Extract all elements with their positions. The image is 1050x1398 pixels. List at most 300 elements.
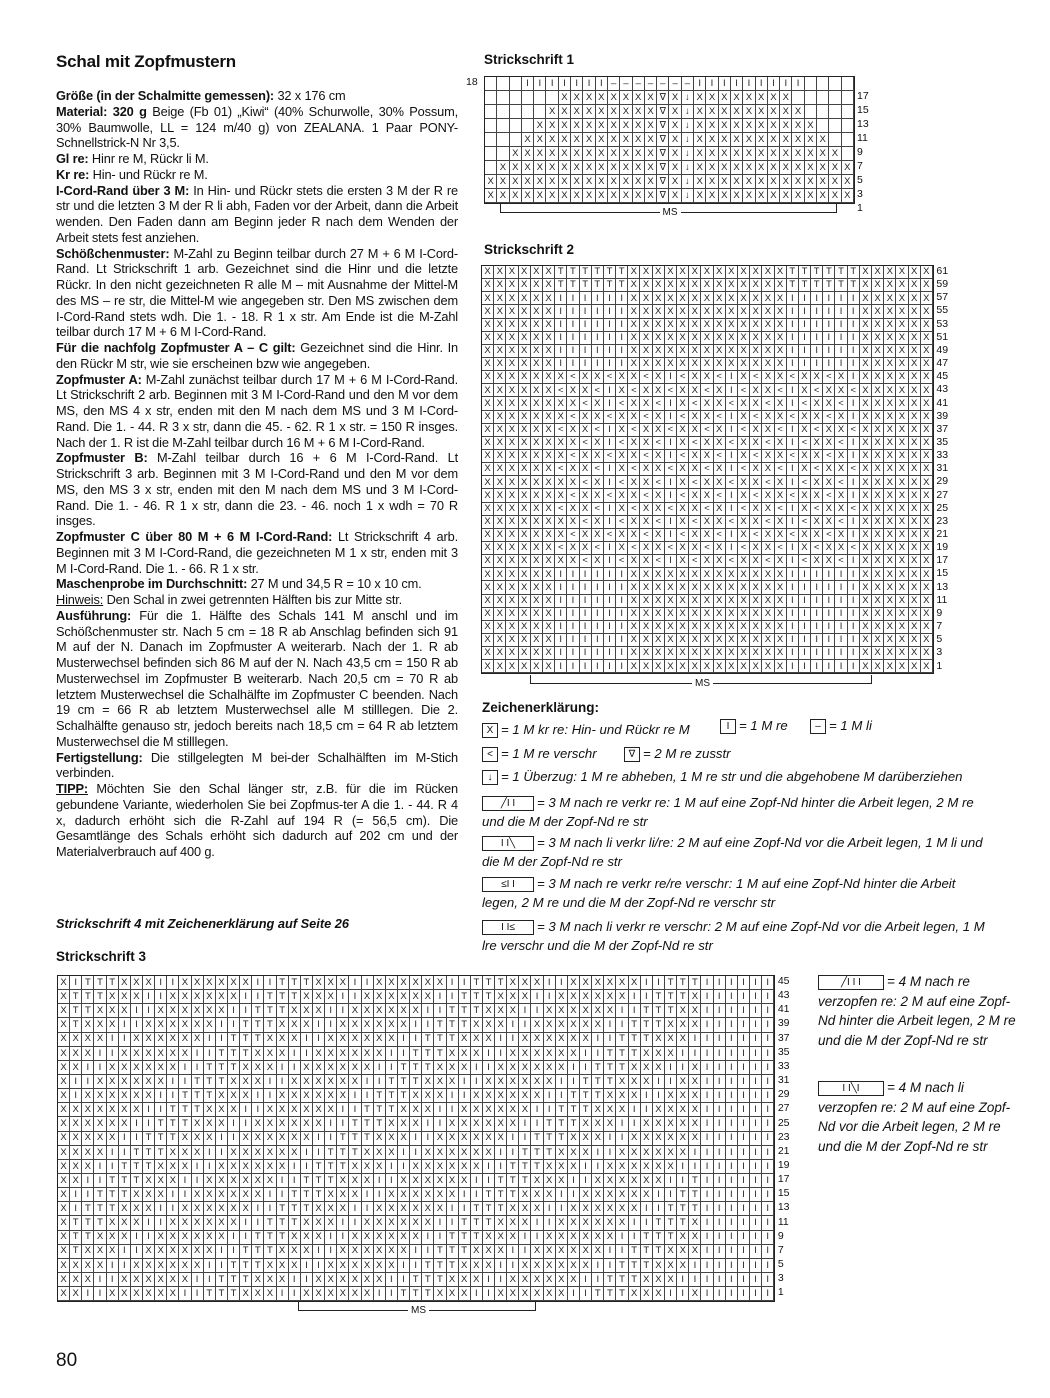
chart-cell: X — [497, 161, 509, 175]
chart-cell: X — [571, 119, 583, 133]
chart-cell: I — [665, 1061, 677, 1075]
chart-cell: I — [580, 1174, 592, 1188]
chart-cell: X — [909, 476, 921, 489]
chart-cell: X — [131, 1216, 143, 1230]
chart-cell: I — [701, 1216, 713, 1230]
chart-cell: X — [653, 1047, 665, 1061]
chart-cell: X — [531, 1174, 543, 1188]
chart-cell: X — [689, 463, 701, 476]
chart-cell: X — [872, 371, 884, 384]
chart-cell: I — [567, 660, 579, 673]
chart-cell: X — [471, 1146, 483, 1160]
chart-cell: I — [362, 1089, 374, 1103]
chart-cell: T — [240, 1047, 252, 1061]
chart-cell: X — [313, 1089, 325, 1103]
chart-cell: I — [519, 1231, 531, 1245]
chart-cell: I — [289, 1287, 301, 1301]
chart-cell: < — [750, 489, 762, 502]
chart-cell: X — [775, 332, 787, 345]
chart-cell: X — [689, 305, 701, 318]
chart-cell: X — [131, 1188, 143, 1202]
chart-cell: T — [495, 1174, 507, 1188]
legend-item — [482, 720, 690, 739]
chart-cell: X — [653, 542, 665, 555]
chart-cell: X — [531, 292, 543, 305]
chart-cell: X — [506, 542, 518, 555]
legend-text: = 1 M li — [829, 718, 872, 733]
chart-cell: I — [70, 1202, 82, 1216]
chart-cell: X — [447, 1047, 459, 1061]
chart-cell: I — [131, 1231, 143, 1245]
chart-cell: X — [909, 450, 921, 463]
chart-cell: T — [519, 1146, 531, 1160]
chart-cell: X — [556, 1273, 568, 1287]
chart-cell: I — [567, 292, 579, 305]
chart-cell: I — [507, 1146, 519, 1160]
chart-cell: X — [817, 175, 829, 189]
row-number: 17 — [777, 1173, 790, 1186]
chart-cell: I — [410, 1146, 422, 1160]
chart-cell: T — [398, 1089, 410, 1103]
row-number: 7 — [936, 620, 943, 633]
chart-cell: X — [556, 1047, 568, 1061]
chart-cell: I — [167, 976, 179, 990]
chart-cell: X — [860, 516, 872, 529]
chart-cell: X — [665, 1146, 677, 1160]
chart-cell: I — [714, 1018, 726, 1032]
chart-cell: T — [434, 1033, 446, 1047]
chart-cell: X — [592, 1188, 604, 1202]
chart-cell: I — [738, 1202, 750, 1216]
chart-cell: I — [325, 1004, 337, 1018]
chart-cell: X — [482, 489, 494, 502]
chart-cell: I — [398, 1273, 410, 1287]
chart-cell: X — [482, 384, 494, 397]
row-number: 9 — [777, 1229, 784, 1242]
chart-cell: X — [155, 1033, 167, 1047]
chart-cell: X — [592, 411, 604, 424]
chart-cell: X — [277, 1245, 289, 1259]
chart-cell: X — [604, 1004, 616, 1018]
chart-cell — [842, 91, 854, 105]
chart-cell: X — [179, 1202, 191, 1216]
chart-cell: T — [689, 1202, 701, 1216]
chart-cell: I — [811, 358, 823, 371]
chart-cell: T — [434, 1245, 446, 1259]
chart-cell: X — [640, 476, 652, 489]
chart-cell: X — [677, 345, 689, 358]
chart-cell: I — [398, 1160, 410, 1174]
chart-cell: I — [835, 292, 847, 305]
chart-cell: X — [756, 133, 768, 147]
chart-cell: I — [459, 976, 471, 990]
chart-cell: I — [82, 1287, 94, 1301]
row-number: 11 — [936, 593, 948, 606]
chart-cell: X — [434, 1061, 446, 1075]
chart-cell: X — [872, 463, 884, 476]
chart-cell: I — [726, 542, 738, 555]
chart-cell: I — [604, 319, 616, 332]
chart-cell: X — [482, 437, 494, 450]
chart-cell: I — [616, 358, 628, 371]
chart-cell: X — [482, 647, 494, 660]
chart-cell: X — [556, 1287, 568, 1301]
chart-cell: X — [580, 1216, 592, 1230]
chart-cell: T — [131, 1160, 143, 1174]
chart-cell: X — [860, 332, 872, 345]
chart-cell: X — [701, 437, 713, 450]
chart-cell: X — [860, 647, 872, 660]
chart-cell: T — [410, 1273, 422, 1287]
chart-cell: X — [629, 1075, 641, 1089]
row-number: 43 — [777, 989, 790, 1002]
chart-cell: X — [835, 450, 847, 463]
chart-cell: X — [792, 105, 804, 119]
chart-cell: X — [714, 568, 726, 581]
chart-cell: X — [519, 1103, 531, 1117]
chart-cell: X — [726, 292, 738, 305]
chart-cell: I — [762, 990, 774, 1004]
chart-cell: X — [519, 384, 531, 397]
chart-cell: X — [519, 463, 531, 476]
chart-cell: X — [459, 1103, 471, 1117]
chart-cell: I — [616, 305, 628, 318]
chart-cell: X — [374, 1004, 386, 1018]
chart-cell: X — [506, 634, 518, 647]
chart-cell: T — [567, 279, 579, 292]
chart-cell: X — [506, 529, 518, 542]
chart-cell: I — [592, 332, 604, 345]
chart-cell: X — [325, 1033, 337, 1047]
chart-cell: I — [604, 1132, 616, 1146]
chart-cell: < — [616, 437, 628, 450]
chart-cell: X — [775, 660, 787, 673]
chart-cell: X — [811, 516, 823, 529]
chart-cell: X — [519, 358, 531, 371]
chart-cell: X — [531, 555, 543, 568]
chart-cell: X — [921, 384, 933, 397]
chart-cell: T — [592, 1089, 604, 1103]
chart-cell: I — [410, 1259, 422, 1273]
chart-cell: X — [82, 1033, 94, 1047]
chart-cell: I — [750, 1089, 762, 1103]
chart-cell: X — [240, 1089, 252, 1103]
chart-cell: < — [592, 463, 604, 476]
chart-cell: X — [155, 1287, 167, 1301]
chart-cell: X — [719, 119, 731, 133]
chart-cell: X — [531, 1188, 543, 1202]
chart-cell: X — [107, 1245, 119, 1259]
chart-cell: T — [641, 1231, 653, 1245]
row-number: 33 — [936, 449, 949, 462]
chart-cell: X — [884, 568, 896, 581]
chart-cell: X — [349, 1160, 361, 1174]
chart-cell: X — [519, 397, 531, 410]
chart-cell: T — [155, 1146, 167, 1160]
chart-cell: X — [580, 424, 592, 437]
chart-cell: T — [483, 1216, 495, 1230]
chart-cell: X — [410, 1188, 422, 1202]
chart-cell: X — [143, 1202, 155, 1216]
chart-cell: X — [620, 133, 632, 147]
chart-cell: I — [665, 450, 677, 463]
chart-cell: I — [641, 1216, 653, 1230]
chart-cell: X — [677, 516, 689, 529]
chart-cell: X — [555, 397, 567, 410]
chart-cell: X — [546, 105, 558, 119]
chart-cell: X — [792, 147, 804, 161]
chart-cell: X — [325, 976, 337, 990]
chart-cell: X — [921, 529, 933, 542]
chart-cell — [485, 105, 497, 119]
chart-cell: I — [738, 1132, 750, 1146]
chart-cell: X — [665, 568, 677, 581]
chart-cell: I — [459, 1202, 471, 1216]
chart-cell: T — [604, 1287, 616, 1301]
chart-cell: X — [559, 91, 571, 105]
chart-cell: X — [143, 1047, 155, 1061]
chart-cell: < — [775, 542, 787, 555]
chart-cell: X — [726, 608, 738, 621]
chart-cell: T — [70, 1018, 82, 1032]
chart-cell: X — [592, 371, 604, 384]
chart-cell: X — [192, 1202, 204, 1216]
chart-cell: X — [731, 91, 743, 105]
chart-cell: I — [726, 1089, 738, 1103]
chart-cell: T — [616, 1259, 628, 1273]
chart-cell: X — [264, 1146, 276, 1160]
chart-cell — [829, 133, 841, 147]
chart-cell: < — [567, 411, 579, 424]
chart-cell: I — [701, 1061, 713, 1075]
row-number: 43 — [936, 383, 949, 396]
chart-cell: I — [204, 1160, 216, 1174]
chart-cell: X — [204, 1202, 216, 1216]
chart-cell: X — [775, 489, 787, 502]
chart-cell: I — [653, 976, 665, 990]
chart-cell — [497, 77, 509, 91]
chart-cell: I — [362, 976, 374, 990]
chart-cell: X — [726, 634, 738, 647]
chart-cell: X — [519, 437, 531, 450]
chart-cell: X — [277, 1089, 289, 1103]
chart-cell: X — [519, 621, 531, 634]
chart-cell: X — [653, 358, 665, 371]
cable-legend-text: = 4 M nach li verzopfen re: 2 M auf eine Zopf-Nd vor die Arbeit legen, 2 M re und die M der Zopf-Nd re str — [818, 1080, 1011, 1154]
row-number: 39 — [936, 409, 949, 422]
chart-cell: X — [701, 608, 713, 621]
chart-cell: X — [884, 292, 896, 305]
chart-cell: I — [848, 568, 860, 581]
chart-cell: I — [750, 1216, 762, 1230]
chart-cell: I — [726, 1004, 738, 1018]
chart-cell: I — [768, 77, 780, 91]
chart-cell: X — [386, 1245, 398, 1259]
row-number: 33 — [777, 1059, 790, 1072]
chart-cell: X — [706, 175, 718, 189]
chart-cell: X — [495, 990, 507, 1004]
chart-cell: X — [510, 147, 522, 161]
chart-cell: I — [192, 1061, 204, 1075]
chart-cell: < — [835, 397, 847, 410]
chart-cell: X — [519, 1075, 531, 1089]
chart-cell: T — [447, 1259, 459, 1273]
chart-cell: X — [143, 1075, 155, 1089]
chart-cell: T — [374, 1117, 386, 1131]
chart-cell: T — [252, 1259, 264, 1273]
row-number: 23 — [936, 514, 949, 527]
legend-symbol-icon: – — [810, 719, 826, 734]
chart-cell: T — [240, 1245, 252, 1259]
chart-cell: I — [701, 1103, 713, 1117]
chart-cell: X — [337, 1018, 349, 1032]
chart-cell: X — [909, 384, 921, 397]
chart-cell: X — [756, 91, 768, 105]
chart-cell: X — [909, 542, 921, 555]
chart-cell: I — [762, 1146, 774, 1160]
chart-cell: X — [616, 424, 628, 437]
chart-cell: X — [653, 660, 665, 673]
chart-cell: X — [592, 529, 604, 542]
chart-cell: X — [301, 990, 313, 1004]
chart-cell: X — [58, 1146, 70, 1160]
chart-cell: X — [823, 384, 835, 397]
chart-cell: I — [556, 1202, 568, 1216]
chart-cell: T — [192, 1075, 204, 1089]
chart-cell: X — [543, 345, 555, 358]
chart-cell: X — [289, 1033, 301, 1047]
chart-cell: I — [719, 77, 731, 91]
chart-cell: X — [386, 1188, 398, 1202]
chart-cell: I — [240, 1004, 252, 1018]
chart-cell: T — [653, 1245, 665, 1259]
chart-cell: < — [799, 516, 811, 529]
chart-cell: T — [240, 1033, 252, 1047]
chart-cell: X — [519, 266, 531, 279]
chart-cell: X — [665, 1047, 677, 1061]
chart-cell: I — [107, 1146, 119, 1160]
chart-cell: X — [628, 581, 640, 594]
chart-cell: I — [787, 476, 799, 489]
chart-cell: X — [872, 424, 884, 437]
chart-cell: I — [447, 1202, 459, 1216]
chart-cell: X — [750, 608, 762, 621]
chart-cell: T — [277, 976, 289, 990]
chart-cell: I — [714, 990, 726, 1004]
chart-cell: I — [787, 332, 799, 345]
chart-cell: X — [669, 175, 681, 189]
chart-cell: T — [495, 1188, 507, 1202]
chart-cell: I — [762, 1160, 774, 1174]
chart-cell: X — [604, 1216, 616, 1230]
row-number: 41 — [777, 1003, 790, 1016]
chart-cell: T — [665, 1202, 677, 1216]
chart-cell: X — [909, 608, 921, 621]
chart-cell: X — [264, 1047, 276, 1061]
chart-cell: I — [714, 1103, 726, 1117]
chart-cell: X — [860, 581, 872, 594]
chart-cell: X — [519, 634, 531, 647]
chart-cell: I — [567, 568, 579, 581]
chart-cell: X — [628, 358, 640, 371]
chart-cell: X — [494, 319, 506, 332]
chart-cell: X — [497, 175, 509, 189]
chart-cell: I — [762, 1004, 774, 1018]
chart-cell: X — [701, 332, 713, 345]
chart-cell: X — [762, 581, 774, 594]
row-number: 5 — [857, 174, 863, 186]
chart-cell: I — [726, 1103, 738, 1117]
chart-cell: X — [860, 305, 872, 318]
chart-cell: X — [107, 1004, 119, 1018]
chart-cell: I — [264, 1075, 276, 1089]
chart-cell: I — [592, 1047, 604, 1061]
chart-cell: X — [921, 371, 933, 384]
chart-cell: T — [616, 1287, 628, 1301]
chart-cell: I — [592, 1146, 604, 1160]
chart-cell: ∇ — [657, 119, 669, 133]
chart-cell: X — [921, 305, 933, 318]
chart-cell: X — [738, 332, 750, 345]
chart-cell: X — [872, 647, 884, 660]
chart-cell: X — [567, 384, 579, 397]
chart-cell: X — [714, 266, 726, 279]
chart-cell: X — [640, 384, 652, 397]
chart-cell: X — [325, 990, 337, 1004]
chart-cell: X — [337, 1047, 349, 1061]
row-number: 17 — [936, 554, 949, 567]
legend-text: = 1 M kr re: Hin- und Rückr re M — [501, 722, 690, 737]
chart-cell: < — [799, 437, 811, 450]
chart-cell: X — [604, 1174, 616, 1188]
chart-cell: X — [546, 161, 558, 175]
chart-cell: T — [94, 976, 106, 990]
chart-cell: I — [848, 450, 860, 463]
chart-cell: X — [592, 1202, 604, 1216]
chart-cell: X — [555, 450, 567, 463]
chart-cell: X — [633, 175, 645, 189]
chart-cell: X — [640, 581, 652, 594]
chart-cell: X — [301, 1089, 313, 1103]
chart-cell: I — [750, 1018, 762, 1032]
chart-cell: T — [119, 1188, 131, 1202]
chart-cell: X — [94, 1004, 106, 1018]
chart-cell: X — [677, 1004, 689, 1018]
legend-item — [482, 793, 992, 831]
chart-cell: I — [701, 1075, 713, 1089]
chart-cell — [485, 147, 497, 161]
chart-cell: T — [143, 1146, 155, 1160]
chart-cell: X — [434, 1160, 446, 1174]
chart-cell: X — [559, 119, 571, 133]
chart-cell: < — [738, 503, 750, 516]
chart-cell: I — [694, 77, 706, 91]
chart-cell: X — [872, 555, 884, 568]
chart-cell: X — [507, 1202, 519, 1216]
chart-cell: X — [94, 1089, 106, 1103]
chart-cell: I — [835, 621, 847, 634]
chart-cell: I — [701, 1132, 713, 1146]
chart-cell: I — [726, 1231, 738, 1245]
chart-cell: I — [70, 976, 82, 990]
chart-cell: T — [410, 1287, 422, 1301]
chart-cell: X — [775, 345, 787, 358]
chart-cell: X — [921, 411, 933, 424]
chart-cell: X — [228, 1160, 240, 1174]
chart-cell: X — [107, 1132, 119, 1146]
chart-cell: X — [506, 397, 518, 410]
chart-cell: X — [884, 397, 896, 410]
